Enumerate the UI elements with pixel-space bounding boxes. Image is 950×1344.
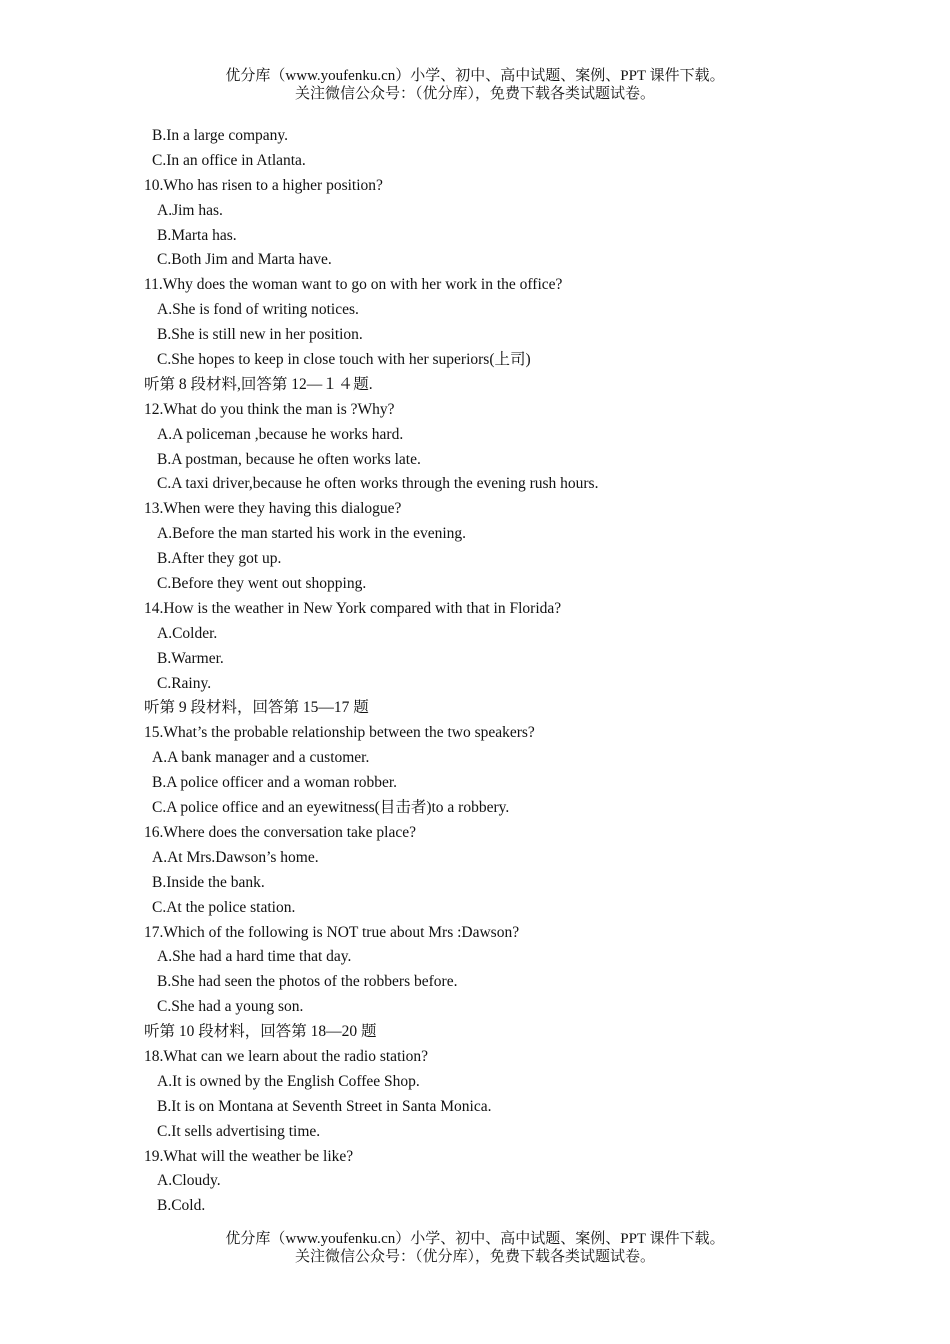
option-line: A.Colder. [157,624,218,642]
section-instruction: 听第 9 段材料，回答第 15—17 题 [144,699,369,717]
header-line-2: 关注微信公众号：（优分库），免费下载各类试题试卷。 [294,86,655,102]
option-line: A.It is owned by the English Coffee Shop. [157,1072,420,1090]
question-line: 13.When were they having this dialogue? [144,500,402,518]
option-line: A.At Mrs.Dawson’s home. [152,848,319,866]
section-instruction: 听第 10 段材料，回答第 18—20 题 [144,1023,377,1041]
option-line: A.She is fond of writing notices. [157,301,359,319]
question-line: 12.What do you think the man is ?Why? [144,400,395,418]
option-line: B.Cold. [157,1197,206,1215]
option-line: A.Before the man started his work in the evening. [157,525,467,543]
option-line: B.After they got up. [157,550,282,568]
option-line: C.Both Jim and Marta have. [157,251,332,269]
option-line: B.A police officer and a woman robber. [152,774,398,792]
question-line: 14.How is the weather in New York compared with that in Florida? [144,599,562,617]
option-line: B.Warmer. [157,649,224,667]
option-line: C.In an office in Atlanta. [152,151,306,169]
page-footer [0,1230,950,1266]
option-line: B.In a large company. [152,127,289,144]
option-line: C.A police office and an eyewitness(目击者)to a robbery. [152,799,510,817]
option-line: A.She had a hard time that day. [157,948,352,966]
option-line: A.A policeman ,because he works hard. [157,425,404,443]
question-line: 16.Where does the conversation take place? [144,823,416,841]
option-line: C.At the police station. [152,898,296,916]
option-line: A.A bank manager and a customer. [152,749,370,767]
header-line-1: 优分库（www.youfenku.cn）小学、初中、高中试题、案例、PPT 课件下载。 [225,68,725,84]
option-line: B.She had seen the photos of the robbers before. [157,973,458,991]
question-line: 17.Which of the following is NOT true about Mrs :Dawson? [144,923,520,941]
option-line: B.It is on Montana at Seventh Street in Santa Monica. [157,1097,492,1115]
option-line: A.Jim has. [157,201,223,219]
option-line: C.Rainy. [157,674,212,692]
option-line: B.She is still new in her position. [157,326,363,344]
section-instruction: 听第 8 段材料,回答第 12—１４题. [144,375,373,393]
option-line: C.She hopes to keep in close touch with her superiors(上司) [157,351,531,369]
option-line: B.Inside the bank. [152,873,265,891]
option-line: C.It sells advertising time. [157,1122,321,1140]
question-line: 10.Who has risen to a higher position? [144,176,383,194]
option-line: A.Cloudy. [157,1172,221,1190]
question-line: 11.Why does the woman want to go on with her work in the office? [144,276,563,294]
page-header [0,67,950,103]
option-line: C.Before they went out shopping. [157,575,367,593]
option-line: C.A taxi driver,because he often works through the evening rush hours. [157,475,599,493]
question-line: 19.What will the weather be like? [144,1147,354,1165]
option-line: B.A postman, because he often works late. [157,450,421,468]
question-line: 15.What’s the probable relationship between the two speakers? [144,724,535,742]
option-line: C.She had a young son. [157,998,304,1016]
footer-line-2: 关注微信公众号：（优分库），免费下载各类试题试卷。 [294,1249,655,1265]
question-line: 18.What can we learn about the radio station? [144,1047,429,1065]
footer-line-1: 优分库（www.youfenku.cn）小学、初中、高中试题、案例、PPT 课件下载。 [225,1231,725,1247]
document-body [0,124,950,1219]
option-line: B.Marta has. [157,226,237,244]
